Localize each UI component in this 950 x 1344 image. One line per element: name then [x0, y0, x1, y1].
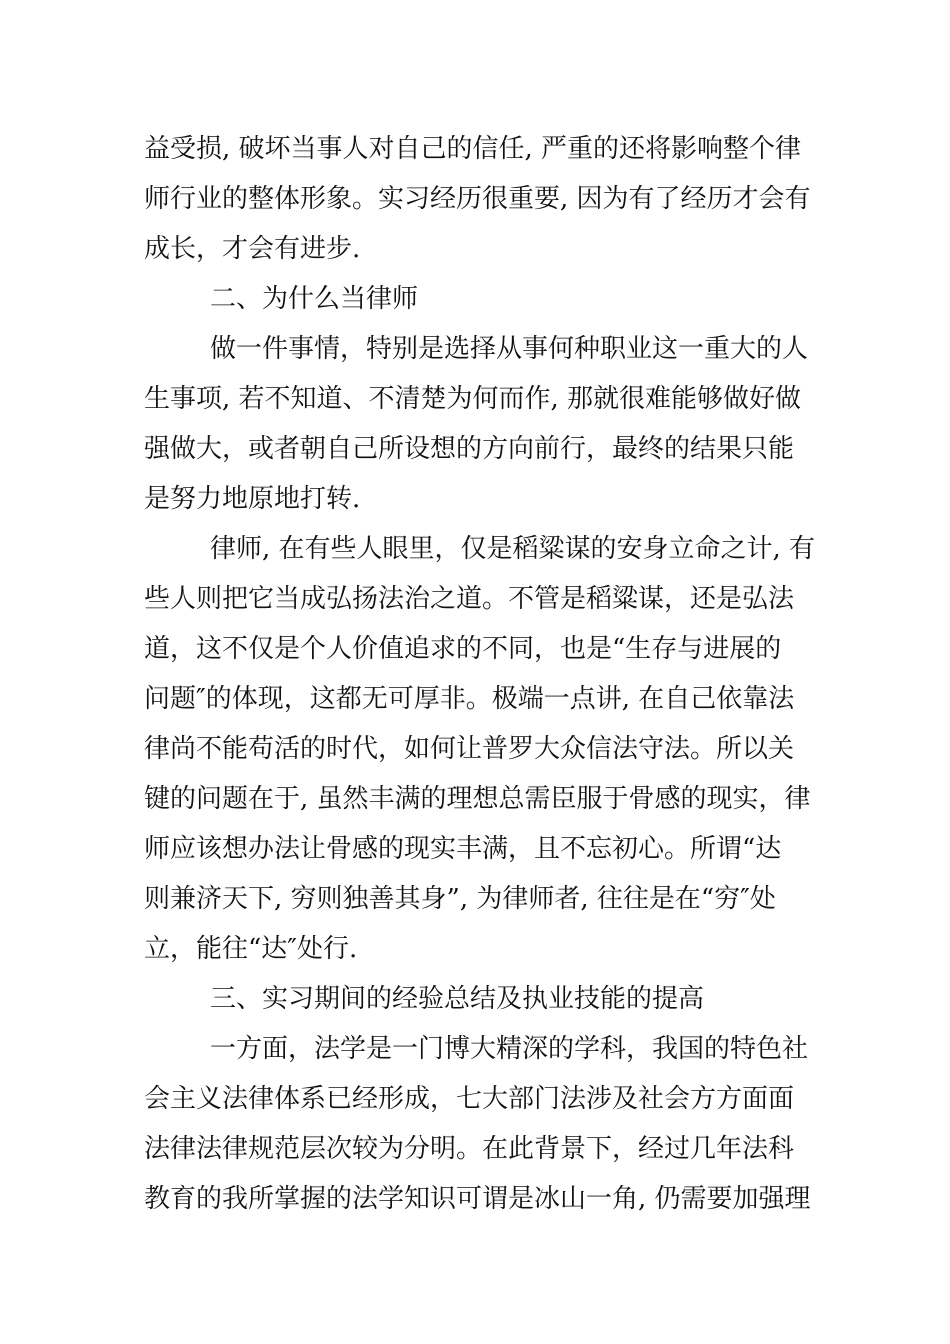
text-line: 会主义法律体系已经形成，七大部门法涉及社会方方面面 [144, 1084, 795, 1114]
text-line: 法律法律规范层次较为分明。在此背景下，经过几年法科 [144, 1134, 795, 1164]
text-line: 强做大，或者朝自己所设想的方向前行，最终的结果只能 [144, 434, 795, 464]
text-line: 师行业的整体形象。实习经历很重要, 因为有了经历才会有 [144, 184, 811, 214]
text-line: 则兼济天下, 穷则独善其身”, 为律师者, 往往是在“穷″处 [144, 884, 776, 914]
paragraph-first-line: 做一件事情，特别是选择从事何种职业这一重大的人 [210, 334, 809, 364]
text-line: 是努力地原地打转. [144, 484, 361, 514]
text-line: 师应该想办法让骨感的现实丰满，且不忘初心。所谓“达 [144, 834, 782, 864]
paragraph-first-line: 一方面，法学是一门博大精深的学科，我国的特色社 [210, 1034, 809, 1064]
text-line: 教育的我所掌握的法学知识可谓是冰山一角, 仍需要加强理 [144, 1184, 811, 1214]
section-heading: 二、为什么当律师 [210, 284, 419, 314]
text-line: 律尚不能苟活的时代，如何让普罗大众信法守法。所以关 [144, 734, 795, 764]
paragraph-first-line: 律师, 在有些人眼里，仅是稻粱谋的安身立命之计, 有 [210, 534, 816, 564]
text-line: 键的问题在于, 虽然丰满的理想总需臣服于骨感的现实，律 [144, 784, 811, 814]
text-line: 问题″的体现，这都无可厚非。极端一点讲, 在自己依靠法 [144, 684, 795, 714]
text-line: 成长，才会有进步. [144, 234, 361, 264]
text-line: 生事项, 若不知道、不清楚为何而作, 那就很难能够做好做 [144, 384, 802, 414]
text-line: 立，能往“达″处行. [144, 934, 358, 964]
section-heading: 三、实习期间的经验总结及执业技能的提高 [210, 984, 705, 1014]
text-line: 道，这不仅是个人价值追求的不同，也是“生存与进展的 [144, 634, 782, 664]
text-line: 些人则把它当成弘扬法治之道。不管是稻粱谋，还是弘法 [144, 584, 795, 614]
text-line: 益受损, 破坏当事人对自己的信任, 严重的还将影响整个律 [144, 134, 802, 164]
